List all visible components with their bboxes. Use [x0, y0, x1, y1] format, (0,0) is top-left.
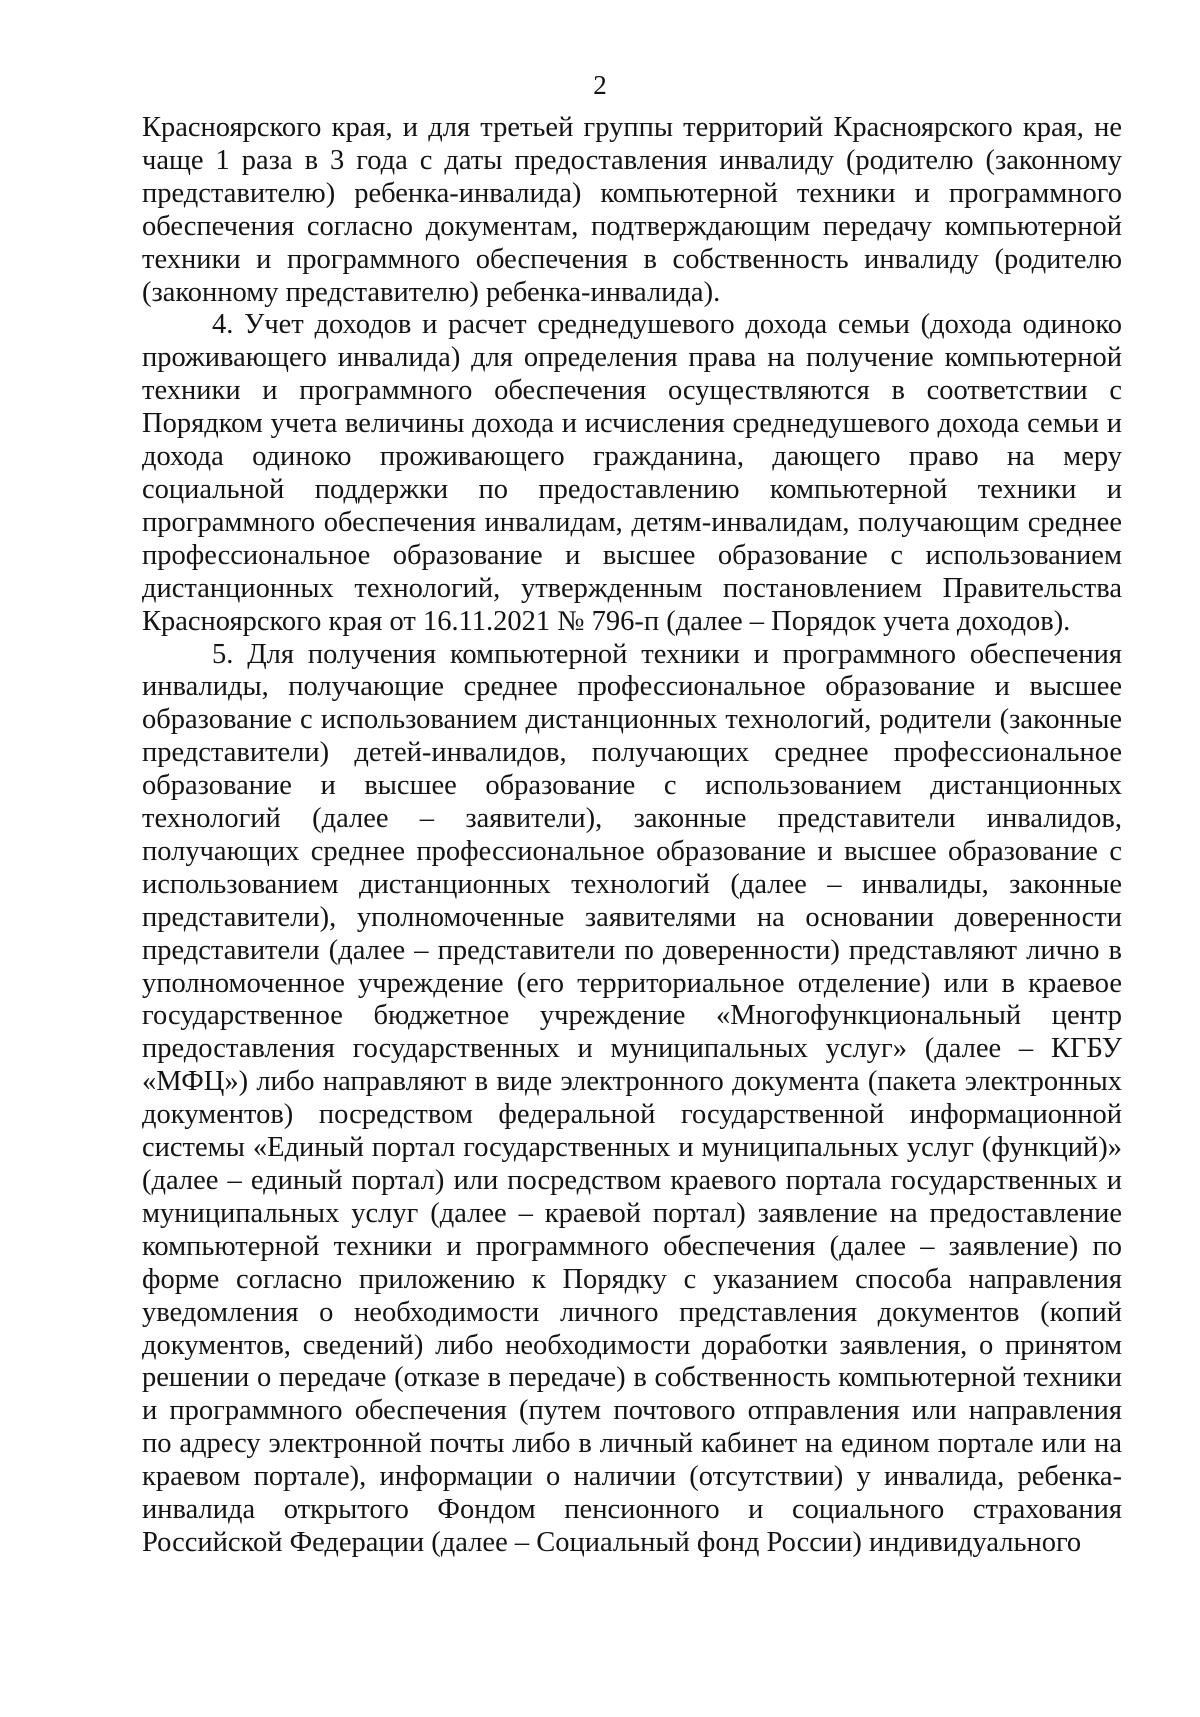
document-body [142, 112, 1122, 1560]
page-number: 2 [593, 70, 607, 100]
paragraph-continuation: Красноярского края, и для третьей группы территорий Красноярского края, не чаще 1 раза в 3 года с даты предоставления инвалиду (родителю (законному представителю) ребенка-инвалида) компьютерной техники и программного обеспечения согласно документам, подтверждающим передачу компьютерной техники и программного обеспечения в собственность инвалиду (родителю (законному представителю) ребенка-инвалида). [142, 112, 1122, 308]
paragraph-item-4: 4. Учет доходов и расчет среднедушевого дохода семьи (дохода одиноко проживающего инвалида) для определения права на получение компьютерной техники и программного обеспечения осуществляются в соответствии с Порядком учета величины дохода и исчисления среднедушевого дохода семьи и дохода одиноко проживающего гражданина, дающего право на меру социальной поддержки по предоставлению компьютерной техники и программного обеспечения инвалидам, детям-инвалидам, получающим среднее профессиональное образование и высшее образование с использованием дистанционных технологий, утвержденным постановлением Правительства Красноярского края от 16.11.2021 № 796-п (далее – Порядок учета доходов). [142, 309, 1122, 637]
paragraph-item-5: 5. Для получения компьютерной техники и программного обеспечения инвалиды, получающие среднее профессиональное образование и высшее образование с использованием дистанционных технологий, родители (законные представители) детей-инвалидов, получающих среднее профессиональное образование и высшее образование с использованием дистанционных технологий (далее – заявители), законные представители инвалидов, получающих среднее профессиональное образование и высшее образование с использованием дистанционных технологий (далее – инвалиды, законные представители), уполномоченные заявителями на основании доверенности представители (далее – представители по доверенности) представляют лично в уполномоченное учреждение (его территориальное отделение) или в краевое государственное бюджетное учреждение «Многофункциональный центр предоставления государственных и муниципальных услуг» (далее – КГБУ «МФЦ») либо направляют в виде электронного документа (пакета электронных документов) посредством федеральной государственной информационной системы «Единый портал государственных и муниципальных услуг (функций)» (далее – единый портал) или посредством краевого портала государственных и муниципальных услуг (далее – краевой портал) заявление на предоставление компьютерной техники и программного обеспечения (далее – заявление) по форме согласно приложению к Порядку с указанием способа направления уведомления о необходимости личного представления документов (копий документов, сведений) либо необходимости доработки заявления, о принятом решении о передаче (отказе в передаче) в собственность компьютерной техники и программного обеспечения (путем почтового отправления или направления по адресу электронной почты либо в личный кабинет на едином портале или на краевом портале), информации о наличии (отсутствии) у инвалида, ребенка-инвалида открытого Фондом пенсионного и социального страхования Российской Федерации (далее – Социальный фонд России) индивидуального [142, 638, 1122, 1558]
